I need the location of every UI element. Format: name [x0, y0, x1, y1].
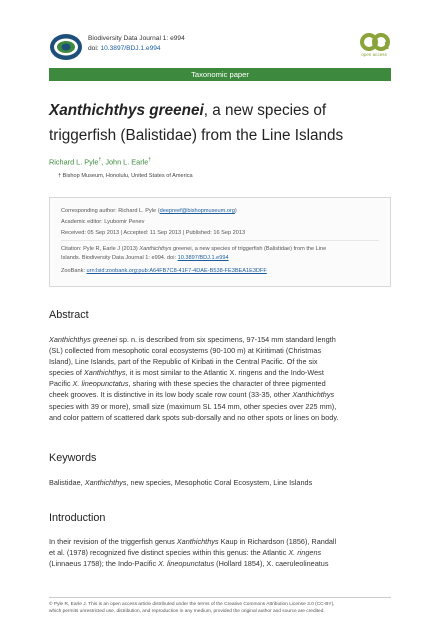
- bdj-logo-icon: [49, 30, 83, 64]
- citation-text-b: greenei, a new species of triggerfish (Balistidae) from the Line: [171, 246, 327, 252]
- journal-header: [0, 30, 440, 64]
- intro-line: In their revision of the triggerfish genus Xanthichthys Kaup in Richardson (1856), Randall: [49, 537, 337, 546]
- license-line-1: © Pyle R, Earle J. This is an open access article distributed under the terms of the Creative Commons Attribution License 3.0 (CC-BY),: [49, 602, 335, 607]
- author-separator: ,: [101, 157, 106, 167]
- introduction-heading: Introduction: [49, 512, 106, 524]
- title-species-name: Xanthichthys greenei: [49, 102, 204, 119]
- abstract-line: Island), Line Islands, part of the Republic of Kiribati in the Central Pacific. Of the six: [49, 357, 318, 367]
- affiliation: † Bishop Museum, Honolulu, United States of America: [58, 173, 193, 179]
- article-dates: Received: 05 Sep 2013 | Accepted: 11 Sep 2013 | Published: 16 Sep 2013: [61, 230, 246, 236]
- license-footer: [49, 601, 391, 615]
- citation-genus: Xanthichthys: [139, 246, 172, 252]
- abstract-line: Pacific X. lineopunctatus, sharing with these species the character of three pigmented: [49, 379, 326, 389]
- citation-doi-link[interactable]: 10.3897/BDJ.1.e994: [177, 255, 229, 261]
- zoobank-label: ZooBank:: [61, 268, 87, 274]
- open-access-label: open access: [361, 52, 387, 57]
- corresponding-author: [61, 207, 379, 215]
- info-divider: [61, 240, 379, 241]
- authors: [49, 157, 151, 166]
- abstract-line: and color pattern of scattered dark spots sub-dorsally and no other spots or lines on body.: [49, 412, 339, 422]
- citation-line-1: [61, 245, 379, 253]
- author-2[interactable]: John L. Earle: [105, 157, 149, 167]
- abstract-heading: Abstract: [49, 309, 89, 321]
- abstract-line: species of Xanthichthys, it is most similar to the Atlantic X. ringens and the Indo-West: [49, 368, 324, 378]
- email-link[interactable]: deepreef@bishopmuseum.org: [159, 208, 235, 214]
- author-2-mark: †: [148, 157, 152, 163]
- zoobank-link[interactable]: urn:lsid:zoobank.org:pub:A64FB7C8-41F7-4DAE-B538-FE3BEA1E3DFF: [86, 268, 267, 274]
- article-type-banner: Taxonomic paper: [49, 68, 391, 81]
- abstract-line: cheek grooves. It is distinctive in its low body scale row count (33-35, other Xanthichthys: [49, 390, 335, 400]
- corresponding-suffix: ): [234, 208, 237, 214]
- doi-label: doi:: [88, 45, 101, 52]
- citation-text-a: Citation: Pyle R, Earle J (2013): [61, 246, 140, 252]
- corresponding-prefix: Corresponding author: Richard L. Pyle (: [61, 208, 160, 214]
- abstract-line: (SL) collected from mesophotic coral ecosystems (90-100 m) at Kiritimati (Christmas: [49, 346, 322, 356]
- doi-link[interactable]: 10.3897/BDJ.1.e994: [100, 45, 161, 52]
- abstract-line: Xanthichthys greenei sp. n. is described from six specimens, 97-154 mm standard length: [49, 335, 336, 344]
- citation-line-2: [61, 254, 379, 262]
- license-line-2: which permits unrestricted use, distribution, and reproduction in any medium, provided the original author and source are credited.: [49, 609, 325, 614]
- academic-editor: Academic editor: Lyubomir Penev: [61, 219, 145, 225]
- intro-line: (Linnaeus 1758); the Indo-Pacific X. lineopunctatus (Hollard 1854), X. caeruleolineatus: [49, 559, 329, 569]
- abstract-line: species with 39 or more), small size (maximum SL 154 mm, other species over 225 mm),: [49, 401, 337, 411]
- open-access-logo-icon: [358, 30, 390, 62]
- author-1[interactable]: Richard L. Pyle: [49, 157, 99, 167]
- footer-divider: [49, 597, 391, 598]
- abstract-body: [49, 334, 391, 423]
- intro-line: et al. (1978) recognized five distinct species within this genus: the Atlantic X. ringens: [49, 548, 322, 558]
- doi-line: [88, 44, 161, 53]
- title-rest: , a new species of triggerfish (Balistidae) from the Line Islands: [49, 102, 344, 144]
- citation-text-c: Islands. Biodiversity Data Journal 1: e994. doi:: [61, 255, 178, 261]
- article-title: [49, 98, 394, 148]
- zoobank-line: [61, 267, 379, 275]
- author-1-mark: †: [98, 157, 102, 163]
- keywords-heading: Keywords: [49, 452, 97, 464]
- journal-citation: Biodiversity Data Journal 1: e994: [88, 35, 185, 42]
- keywords-body: Balistidae, Xanthichthys, new species, Mesophotic Coral Ecosystem, Line Islands: [49, 478, 313, 487]
- introduction-body: [49, 536, 391, 569]
